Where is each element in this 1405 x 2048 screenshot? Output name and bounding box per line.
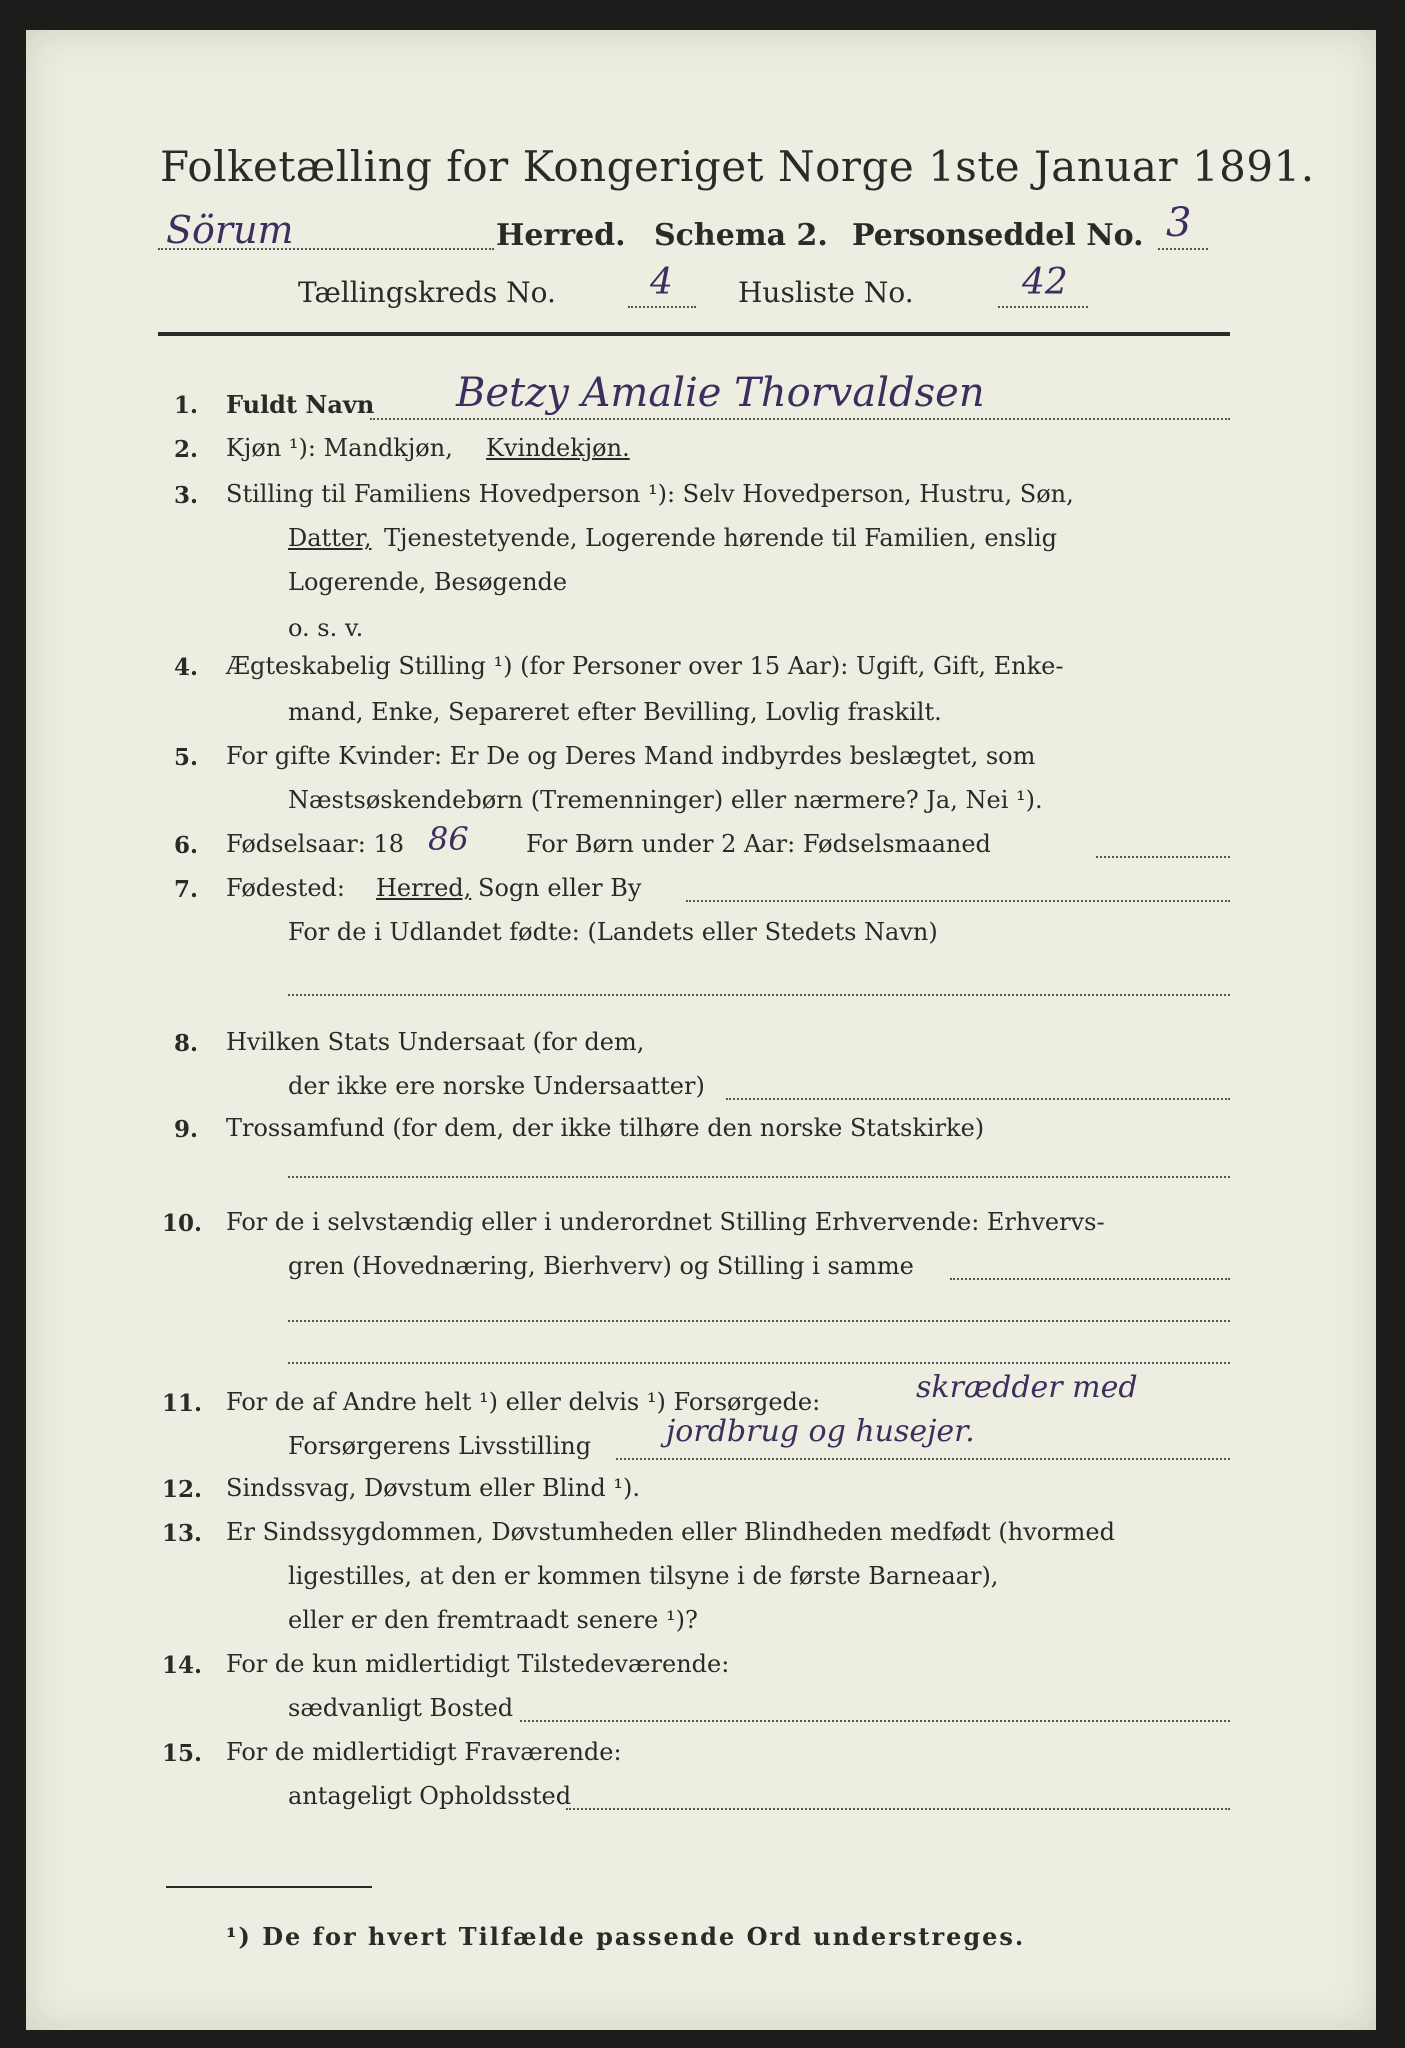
item-number: 1. xyxy=(174,392,199,419)
citizenship-line1: Hvilken Stats Undersaat (for dem, xyxy=(226,1028,645,1056)
marital-status-line1: Ægteskabelig Stilling ¹) (for Personer over 15 Aar): Ugift, Gift, Enke- xyxy=(226,652,1064,680)
birthplace-label: Fødested: xyxy=(226,874,345,902)
schema-label: Schema 2. xyxy=(654,218,828,253)
item-number: 9. xyxy=(174,1116,199,1143)
item-number: 13. xyxy=(162,1520,203,1547)
footnote: ¹) De for hvert Tilfælde passende Ord understreges. xyxy=(226,1922,1026,1951)
item-number: 12. xyxy=(162,1476,203,1503)
family-position-line1: Stilling til Familiens Hovedperson ¹): Selv Hovedperson, Hustru, Søn, xyxy=(226,480,1074,508)
kreds-label: Tællingskreds No. xyxy=(298,276,556,309)
birthplace-options: Sogn eller By xyxy=(478,874,642,902)
birthplace-selected: Herred, xyxy=(376,874,472,902)
foreign-birthplace-dots xyxy=(288,994,1230,996)
temporary-present-line2: sædvanligt Bosted xyxy=(288,1694,514,1722)
supported-value1: skrædder med xyxy=(916,1370,1138,1405)
item-number: 6. xyxy=(174,832,199,859)
citizenship-dots xyxy=(726,1098,1230,1100)
religion-dots xyxy=(288,1176,1230,1178)
marital-status-line2: mand, Enke, Separeret efter Bevilling, Lovlig fraskilt. xyxy=(288,698,942,726)
herred-label: Herred. xyxy=(496,218,626,253)
supported-value2: jordbrug og husejer. xyxy=(666,1414,975,1449)
family-position-selected: Datter, xyxy=(288,524,372,552)
usual-residence-dots xyxy=(520,1720,1230,1722)
family-position-line4: o. s. v. xyxy=(288,614,364,642)
occupation-line1: For de i selvstændig eller i underordnet Stilling Erhvervende: Erhvervs- xyxy=(226,1208,1105,1236)
sex-selected: Kvindekjøn. xyxy=(486,434,630,462)
full-name-label: Fuldt Navn xyxy=(226,390,375,419)
kinship-line2: Næstsøskendebørn (Tremenninger) eller nærmere? Ja, Nei ¹). xyxy=(288,786,1043,814)
supported-dots xyxy=(616,1458,1230,1460)
husliste-dots xyxy=(998,306,1088,308)
birth-year-label: Fødselsaar: 18 xyxy=(226,830,405,858)
item-number: 15. xyxy=(162,1740,203,1767)
personseddel-value: 3 xyxy=(1166,200,1192,246)
kinship-line1: For gifte Kvinder: Er De og Deres Mand indbyrdes beslægtet, som xyxy=(226,742,1036,770)
occupation-line2: gren (Hovednæring, Bierhverv) og Stilling i samme xyxy=(288,1252,914,1280)
item-number: 3. xyxy=(174,482,199,509)
kreds-value: 4 xyxy=(650,262,673,303)
birth-year-value: 86 xyxy=(428,820,469,858)
foreign-birthplace-label: For de i Udlandet fødte: (Landets eller Stedets Navn) xyxy=(288,918,938,946)
item-number: 11. xyxy=(162,1390,203,1417)
item-number: 4. xyxy=(174,654,199,681)
family-position-line2: Tjenestetyende, Logerende hørende til Familien, enslig xyxy=(384,524,1058,552)
birth-month-dots xyxy=(1096,856,1230,858)
item-number: 10. xyxy=(162,1210,203,1237)
disability-line1: Sindssvag, Døvstum eller Blind ¹). xyxy=(226,1474,641,1502)
supported-line1: For de af Andre helt ¹) eller delvis ¹) Forsørgede: xyxy=(226,1388,821,1416)
congenital-line3: eller er den fremtraadt senere ¹)? xyxy=(288,1606,698,1634)
occupation-dots-1 xyxy=(950,1278,1230,1280)
occupation-dots-3 xyxy=(288,1362,1230,1364)
census-form-page xyxy=(26,30,1376,2030)
item-number: 5. xyxy=(174,744,199,771)
sex-options: Kjøn ¹): Mandkjøn, xyxy=(226,434,453,462)
husliste-value: 42 xyxy=(1022,262,1068,303)
supported-line2: Forsørgerens Livsstilling xyxy=(288,1432,592,1460)
herred-value: Sörum xyxy=(166,208,294,252)
item-number: 8. xyxy=(174,1030,199,1057)
footnote-rule xyxy=(166,1886,372,1888)
header-rule xyxy=(158,332,1230,336)
citizenship-line2: der ikke ere norske Undersaatter) xyxy=(288,1072,705,1100)
item-number: 7. xyxy=(174,876,199,903)
birthplace-dots xyxy=(686,900,1230,902)
full-name-value: Betzy Amalie Thorvaldsen xyxy=(456,370,985,416)
family-position-line3: Logerende, Besøgende xyxy=(288,568,568,596)
temporary-absent-line1: For de midlertidigt Fraværende: xyxy=(226,1738,622,1766)
item-number: 2. xyxy=(174,436,199,463)
kreds-dots xyxy=(628,306,696,308)
full-name-dots xyxy=(370,418,1230,420)
congenital-line2: ligestilles, at den er kommen tilsyne i de første Barneaar), xyxy=(288,1562,999,1590)
husliste-label: Husliste No. xyxy=(738,276,914,309)
temporary-present-line1: For de kun midlertidigt Tilstedeværende: xyxy=(226,1650,730,1678)
stay-place-dots xyxy=(566,1808,1230,1810)
personseddel-label: Personseddel No. xyxy=(852,218,1144,253)
temporary-absent-line2: antageligt Opholdssted xyxy=(288,1782,572,1810)
item-number: 14. xyxy=(162,1652,203,1679)
occupation-dots-2 xyxy=(288,1320,1230,1322)
congenital-line1: Er Sindssygdommen, Døvstumheden eller Blindheden medfødt (hvormed xyxy=(226,1518,1115,1546)
form-title: Folketælling for Kongeriget Norge 1ste Januar 1891. xyxy=(160,142,1315,191)
religion-line1: Trossamfund (for dem, der ikke tilhøre den norske Statskirke) xyxy=(226,1114,985,1142)
personseddel-dots xyxy=(1158,248,1208,250)
herred-dots xyxy=(158,248,494,250)
birth-month-label: For Børn under 2 Aar: Fødselsmaaned xyxy=(526,830,991,858)
